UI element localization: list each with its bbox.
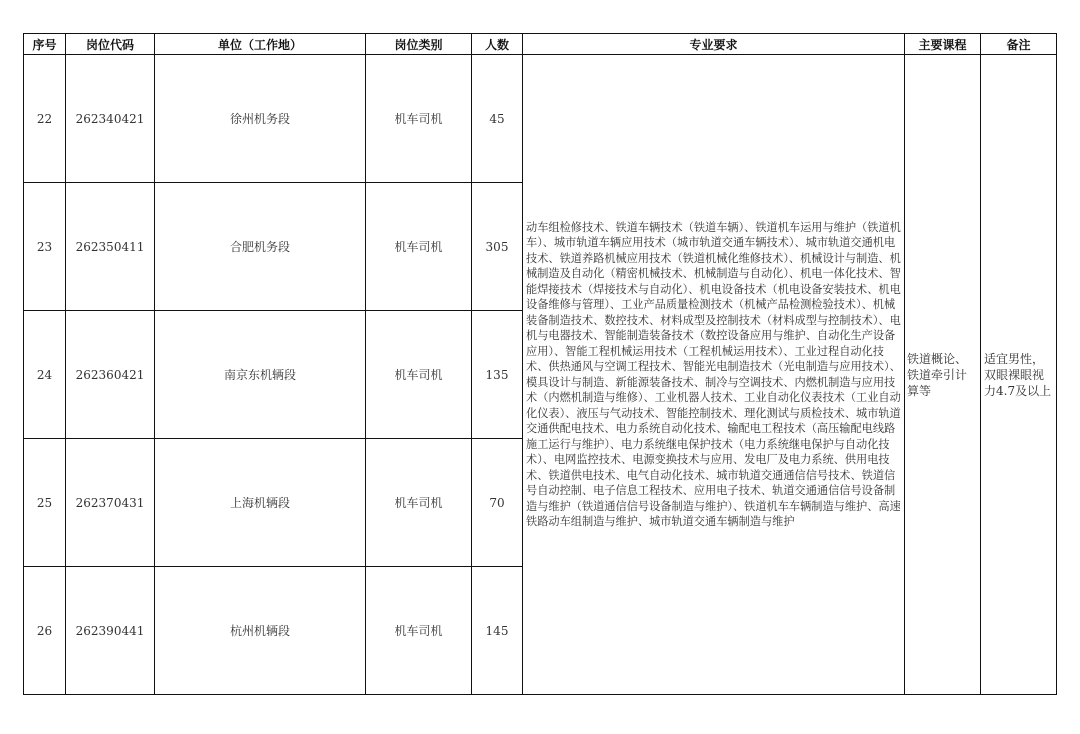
cell-category: 机车司机	[366, 439, 472, 567]
cell-code: 262360421	[66, 311, 155, 439]
cell-code: 262340421	[66, 55, 155, 183]
cell-count: 45	[472, 55, 523, 183]
cell-no: 23	[24, 183, 66, 311]
cell-category: 机车司机	[366, 311, 472, 439]
header-no: 序号	[24, 34, 66, 55]
cell-no: 24	[24, 311, 66, 439]
cell-no: 26	[24, 567, 66, 695]
cell-unit: 南京东机辆段	[155, 311, 366, 439]
cell-unit: 徐州机务段	[155, 55, 366, 183]
cell-code: 262370431	[66, 439, 155, 567]
table-row	[24, 55, 1057, 183]
major-requirements-text: 动车组检修技术、铁道车辆技术（铁道车辆）、铁道机车运用与维护（铁道机车）、城市轨道车辆应用技术（城市轨道交通车辆技术）、城市轨道交通机电技术、铁道养路机械应用技术（铁道机械化维修技术）、机械设计与制造、机械制造及自动化（精密机械技术、机械制造与自动化）、机电一体化技术、智能焊接技术（焊接技术与自动化）、机电设备技术（机电设备安装技术、机电设备维修与管理）、工业产品质量检测技术（机械产品检测检验技术）、机械装备制造技术、数控技术、材料成型及控制技术（材料成型与控制技术）、电机与电器技术、智能制造装备技术（数控设备应用与维护、自动化生产设备应用）、智能工程机械运用技术（工程机械运用技术）、工业过程自动化技术、供热通风与空调工程技术、智能光电制造技术（光电制造与应用技术）、模具设计与制造、新能源装备技术、制冷与空调技术、内燃机制造与应用技术（内燃机制造与维修）、工业机器人技术、工业自动化仪表技术（工业自动化仪表）、液压与气动技术、智能控制技术、理化测试与质检技术、城市轨道交通供配电技术、电力系统自动化技术、输配电工程技术（高压输配电线路施工运行与维护）、电力系统继电保护技术（电力系统继电保护与自动化技术）、电网监控技术、电源变换技术与应用、发电厂及电力系统、供用电技术、铁道供电技术、电气自动化技术、城市轨道交通通信信号技术、铁道信号自动控制、电子信息工程技术、应用电子技术、轨道交通通信信号设备制造与维护（铁道通信信号设备制造与维护）、铁道机车车辆制造与维护、高速铁路动车组制造与维护、城市轨道交通车辆制造与维护	[526, 220, 901, 528]
remarks-text: 适宜男性，双眼裸眼视力4.7及以上	[984, 351, 1052, 398]
cell-unit: 合肥机务段	[155, 183, 366, 311]
cell-category: 机车司机	[366, 55, 472, 183]
header-major: 专业要求	[523, 34, 905, 55]
header-unit: 单位（工作地）	[155, 34, 366, 55]
cell-count: 135	[472, 311, 523, 439]
cell-category: 机车司机	[366, 567, 472, 695]
cell-category: 机车司机	[366, 183, 472, 311]
cell-remarks	[981, 55, 1057, 695]
header-category: 岗位类别	[366, 34, 472, 55]
cell-code: 262390441	[66, 567, 155, 695]
header-remarks: 备注	[981, 34, 1057, 55]
cell-major-requirements	[523, 55, 905, 695]
cell-count: 70	[472, 439, 523, 567]
cell-no: 25	[24, 439, 66, 567]
header-courses: 主要课程	[905, 34, 981, 55]
header-code: 岗位代码	[66, 34, 155, 55]
cell-count: 145	[472, 567, 523, 695]
cell-unit: 上海机辆段	[155, 439, 366, 567]
main-courses-text: 铁道概论、铁道牵引计算等	[907, 351, 968, 398]
header-row	[24, 34, 1057, 55]
cell-unit: 杭州机辆段	[155, 567, 366, 695]
recruitment-table	[23, 33, 1057, 695]
cell-count: 305	[472, 183, 523, 311]
cell-no: 22	[24, 55, 66, 183]
cell-main-courses	[905, 55, 981, 695]
cell-code: 262350411	[66, 183, 155, 311]
header-count: 人数	[472, 34, 523, 55]
